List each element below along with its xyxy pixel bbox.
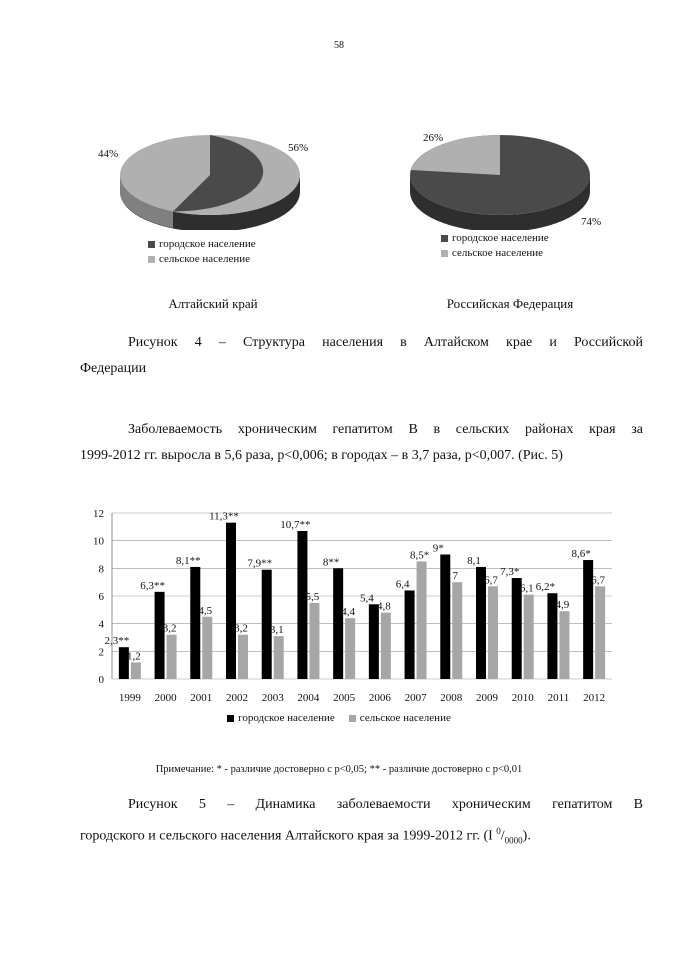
- data-label-rural: 8,5*: [409, 549, 430, 562]
- figure5-caption-close: ).: [522, 828, 531, 844]
- bar-legend-item-rural: [349, 712, 451, 724]
- data-label-urban: 11,3**: [209, 510, 239, 523]
- x-tick-label: 2012: [583, 692, 606, 704]
- bar-legend-label-rural: сельское население: [359, 712, 451, 724]
- data-label-rural: 6,7: [591, 574, 606, 587]
- data-label-rural: 3,2: [162, 622, 177, 635]
- y-tick-label: 10: [93, 535, 104, 548]
- data-label-urban: 9*: [432, 542, 444, 555]
- data-label-urban: 5,4: [359, 592, 374, 605]
- figure4-caption-line1: Рисунок 4 – Структура населения в Алтайском крае и Российской: [128, 335, 643, 350]
- figure5-caption-sup: 0: [496, 826, 501, 836]
- pie-russia: [410, 135, 590, 230]
- x-tick-label: 2010: [511, 692, 534, 704]
- paragraph-line2: 1999-2012 гг. выросла в 5,6 раза, p<0,006; в городах – в 3,7 раза, p<0,007. (Рис. 5): [80, 448, 563, 463]
- legend-item-urban: [148, 238, 256, 250]
- legend-swatch-urban: [441, 235, 448, 242]
- data-label-urban: 10,7**: [280, 518, 311, 531]
- x-tick-label: 2001: [190, 692, 213, 704]
- data-label-rural: 1,2: [126, 650, 141, 663]
- bar-rural: [274, 636, 284, 679]
- data-label-urban: 7,3*: [500, 566, 520, 579]
- bar-rural: [488, 586, 498, 679]
- legend-item-urban: [441, 232, 549, 244]
- data-label-urban: 2,3**: [104, 635, 130, 648]
- figure5-caption-line2: городского и сельского населения Алтайского края за 1999-2012 гг. (I $^0/_{0000}$).: [80, 826, 531, 846]
- paragraph-line1: Заболеваемость хроническим гепатитом В в сельских районах края за: [128, 422, 643, 437]
- legend-swatch-rural: [441, 250, 448, 257]
- y-tick-label: 8: [98, 563, 104, 576]
- figure5-caption-sub: 0000: [504, 835, 523, 846]
- data-label-rural: 4,8: [376, 600, 391, 613]
- data-label-urban: 6,2*: [535, 581, 556, 594]
- region-caption-altai: Алтайский край: [168, 296, 258, 311]
- data-label-rural: 3,1: [269, 624, 284, 637]
- bar-urban: [405, 590, 415, 679]
- data-label-urban: 8,6*: [571, 548, 591, 561]
- page-number: 58: [334, 40, 344, 51]
- bar-rural: [452, 582, 462, 679]
- pie-charts: [100, 120, 640, 230]
- bar-rural: [309, 603, 319, 679]
- data-label-rural: 4,4: [341, 606, 356, 619]
- bar-rural: [238, 635, 248, 679]
- legend-label-rural: сельское население: [159, 253, 251, 265]
- data-label-urban: 6,3**: [140, 579, 165, 592]
- data-label-urban: 7,9**: [247, 557, 273, 570]
- y-tick-label: 6: [98, 591, 104, 603]
- bar-rural: [345, 618, 355, 679]
- legend-item-rural: [148, 253, 256, 265]
- x-tick-label: 2007: [404, 692, 427, 704]
- y-tick-label: 12: [93, 508, 104, 520]
- x-tick-label: 2004: [297, 692, 320, 704]
- bar-rural: [381, 613, 391, 679]
- legend-swatch-urban: [148, 241, 155, 248]
- legend-swatch-rural: [148, 256, 155, 263]
- pie-russia-urban-label: 74%: [581, 216, 602, 228]
- legend-label-urban: городское население: [452, 232, 549, 244]
- bar-legend-item-urban: [227, 712, 335, 724]
- bar-legend-swatch-urban: [227, 715, 234, 722]
- bar-urban: [190, 567, 200, 679]
- bar-rural: [417, 561, 427, 679]
- bar-rural: [131, 662, 141, 679]
- data-label-urban: 8**: [322, 556, 340, 569]
- figure5-note: Примечание: * - различие достоверно с p<0,05; ** - различие достоверно с p<0,01: [155, 764, 523, 775]
- data-label-urban: 8,1: [467, 554, 481, 567]
- x-tick-label: 2005: [333, 692, 356, 704]
- bar-rural: [167, 635, 177, 679]
- data-label-rural: 7: [452, 570, 459, 583]
- pie-russia-rural-label: 26%: [423, 132, 444, 144]
- figure5-caption-line1: Рисунок 5 – Динамика заболеваемости хроническим гепатитом В: [128, 797, 643, 812]
- bar-chart-legend: [0, 712, 678, 724]
- figure5-caption-text: городского и сельского населения Алтайского края за 1999-2012 гг. (I: [80, 828, 497, 844]
- y-tick-label: 2: [98, 646, 104, 659]
- y-tick-label: 4: [98, 618, 104, 631]
- pie-russia-legend: [441, 232, 549, 259]
- x-tick-label: 2000: [154, 692, 177, 704]
- x-tick-label: 2011: [547, 692, 570, 704]
- data-label-rural: 5,5: [305, 590, 320, 603]
- data-label-urban: 6,4: [395, 578, 410, 591]
- region-caption-russia: Российская Федерация: [446, 296, 574, 311]
- data-label-rural: 6,1: [519, 582, 534, 595]
- pie-altai: [120, 135, 300, 230]
- x-tick-label: 1999: [118, 692, 141, 704]
- bar-rural: [524, 595, 534, 679]
- bar-rural: [595, 586, 605, 679]
- pie-altai-rural-label: 44%: [98, 148, 119, 160]
- data-label-rural: 4,5: [198, 604, 213, 617]
- legend-label-urban: городское население: [159, 238, 256, 250]
- figure4-caption-line2: Федерации: [80, 361, 147, 376]
- bar-rural: [202, 617, 212, 679]
- bar-urban: [297, 531, 307, 679]
- x-tick-label: 2002: [226, 692, 248, 704]
- pie-altai-urban-label: 56%: [288, 142, 309, 154]
- x-tick-label: 2008: [440, 692, 463, 704]
- data-label-rural: 4,9: [555, 599, 570, 612]
- y-tick-label: 0: [98, 674, 104, 686]
- bar-urban: [226, 523, 236, 679]
- legend-item-rural: [441, 247, 549, 259]
- data-label-urban: 8,1**: [175, 554, 201, 567]
- x-tick-label: 2003: [261, 692, 284, 704]
- pie-altai-legend: [148, 238, 256, 265]
- x-tick-label: 2006: [368, 692, 391, 704]
- bar-urban: [155, 592, 165, 679]
- bar-legend-swatch-rural: [349, 715, 356, 722]
- bar-legend-label-urban: городское население: [238, 712, 335, 724]
- x-tick-label: 2009: [476, 692, 498, 704]
- bar-urban: [369, 604, 379, 679]
- data-label-rural: 6,7: [484, 574, 498, 587]
- legend-label-rural: сельское население: [452, 247, 544, 259]
- bar-chart: [80, 500, 640, 735]
- data-label-rural: 3,2: [234, 622, 248, 635]
- bar-rural: [559, 611, 569, 679]
- bar-urban: [440, 555, 450, 680]
- bar-urban: [333, 568, 343, 679]
